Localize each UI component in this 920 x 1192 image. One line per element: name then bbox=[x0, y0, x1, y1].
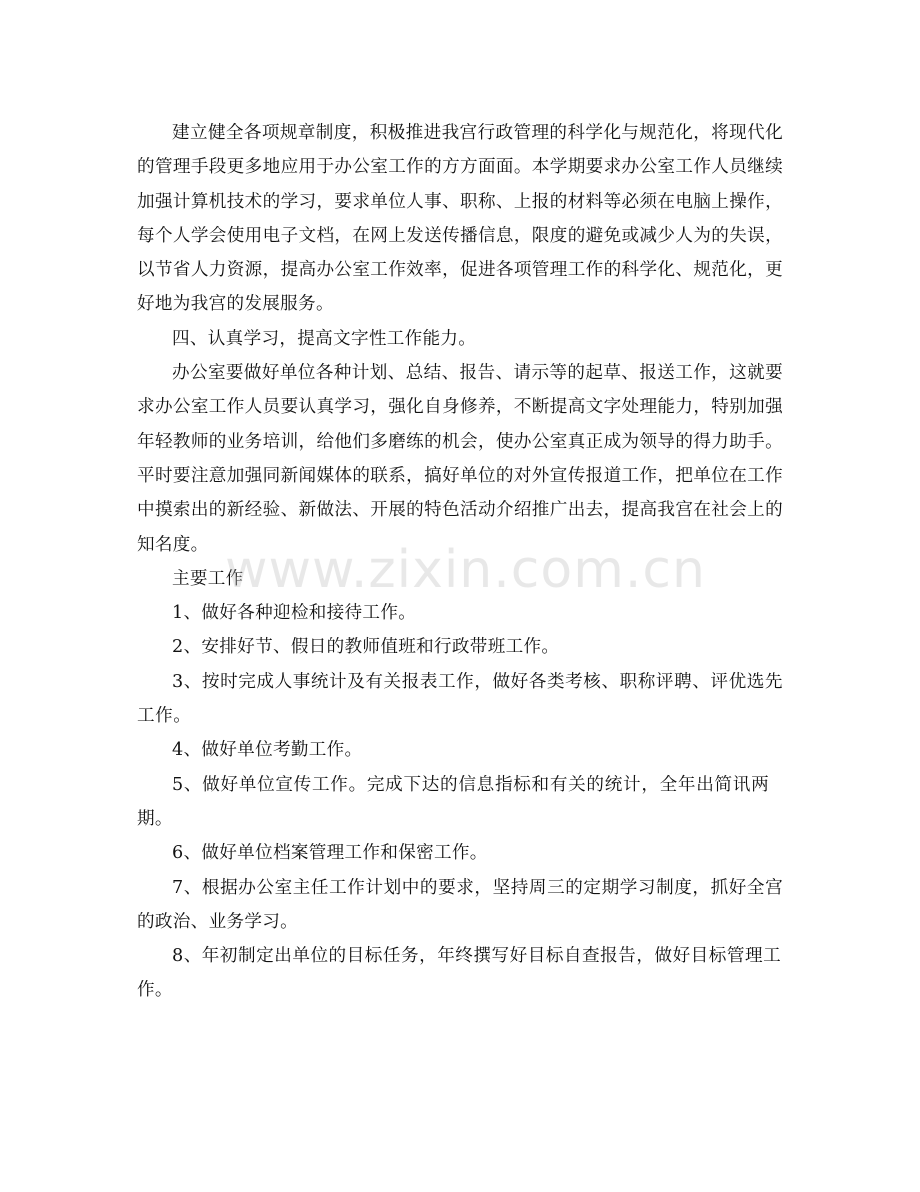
list-item: 4、做好单位考勤工作。 bbox=[172, 740, 363, 761]
watermark: www.zixin.com.cn bbox=[225, 540, 706, 600]
paragraph-writing-work: 办公室要做好单位各种计划、总结、报告、请示等的起草、报送工作，这就要求办公室工作人员要认真学习，强化自身修养，不断提高文字处理能力，特别加强年轻教师的业务培训，给他们多磨练的机会，使办公室真正成为领导的得力助手。平时要注意加强同新闻媒体的联系，搞好单位的对外宣传报道工作，把单位在工作中摸索出的新经验、新做法、开展的特色活动介绍推广出去，提高我宫在社会上的知名度。 bbox=[137, 363, 783, 555]
list-item: 1、做好各种迎检和接待工作。 bbox=[172, 603, 417, 624]
list-item: 7、根据办公室主任工作计划中的要求，坚持周三的定期学习制度，抓好全宫的政治、业务学习。 bbox=[137, 877, 783, 932]
section-heading-main-work: 主要工作 bbox=[172, 568, 244, 589]
list-item: 5、做好单位宣传工作。完成下达的信息指标和有关的统计，全年出简讯两期。 bbox=[137, 774, 769, 829]
list-item: 3、按时完成人事统计及有关报表工作，做好各类考核、职称评聘、评优选先工作。 bbox=[137, 671, 783, 727]
document-body bbox=[137, 116, 783, 1008]
section-heading-study: 四、认真学习，提高文字性工作能力。 bbox=[172, 328, 477, 349]
paragraph-regulations: 建立健全各项规章制度，积极推进我宫行政管理的科学化与规范化，将现代化的管理手段更多地应用于办公室工作的方方面面。本学期要求办公室工作人员继续加强计算机技术的学习，要求单位人事、职称、上报的材料等必须在电脑上操作，每个人学会使用电子文档，在网上发送传播信息，限度的避免或减少人为的失误，以节省人力资源，提高办公室工作效率，促进各项管理工作的科学化、规范化，更好地为我宫的发展服务。 bbox=[137, 123, 783, 315]
list-item: 8、年初制定出单位的目标任务，年终撰写好目标自查报告，做好目标管理工作。 bbox=[137, 946, 781, 1001]
list-item: 2、安排好节、假日的教师值班和行政带班工作。 bbox=[172, 637, 560, 658]
list-item: 6、做好单位档案管理工作和保密工作。 bbox=[172, 843, 488, 864]
